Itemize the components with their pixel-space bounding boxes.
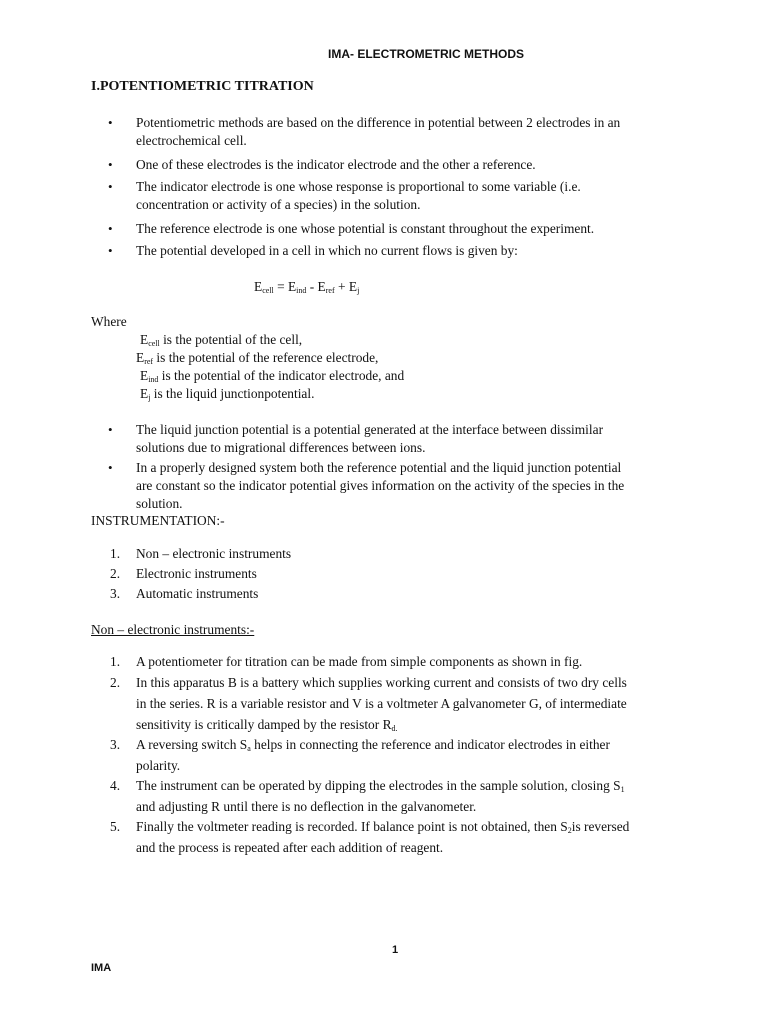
page-footer: IMA: [91, 962, 112, 974]
bullet-icon: •: [108, 179, 113, 194]
bullet-icon: •: [108, 243, 113, 258]
definition-item: $E_{ref}$ is the potential of the reference electrode,: [136, 350, 379, 366]
bullet-text: are constant so the indicator potential gives information on the activity of the species in the: [136, 478, 625, 493]
list-item: The instrument can be operated by dipping the electrodes in the sample solution, closing $S_1$: [136, 778, 625, 794]
bullet-icon: •: [108, 115, 113, 130]
list-item: Finally the voltmeter reading is recorded. If balance point is not obtained, then $S_2is$ reversed: [136, 819, 630, 835]
list-number: 5.: [110, 819, 121, 834]
instrumentation-heading: INSTRUMENTATION:-: [91, 513, 225, 528]
where-label: Where: [91, 314, 127, 329]
list-number: 2.: [110, 566, 121, 581]
list-number: 1.: [110, 654, 121, 669]
bullet-text: solution.: [136, 496, 183, 511]
list-number: 4.: [110, 778, 121, 793]
definition-item: $E_{cell}$ is the potential of the cell,: [140, 332, 303, 348]
list-item: Non – electronic instruments: [136, 546, 292, 561]
bullet-text: The potential developed in a cell in which no current flows is given by:: [136, 243, 518, 258]
bullet-text: concentration or activity of a species) in the solution.: [136, 197, 421, 212]
list-item: Electronic instruments: [136, 566, 257, 581]
page-number: 1: [391, 944, 399, 956]
bullet-text: The liquid junction potential is a potential generated at the interface between dissimilar: [136, 422, 604, 437]
bullet-icon: •: [108, 221, 113, 236]
list-number: 1.: [110, 546, 121, 561]
list-item: and adjusting R until there is no deflection in the galvanometer.: [136, 799, 477, 814]
bullet-text: Potentiometric methods are based on the difference in potential between 2 electrodes in an: [136, 115, 621, 130]
bullet-text: solutions due to migrational differences between ions.: [136, 440, 426, 455]
bullet-text: The reference electrode is one whose potential is constant throughout the experiment.: [136, 221, 595, 236]
definition-item: $E_j$ is the liquid junctionpotential.: [140, 386, 315, 402]
list-item: In this apparatus B is a battery which supplies working current and consists of two dry cells: [136, 675, 627, 690]
list-item: and the process is repeated after each addition of reagent.: [136, 840, 444, 855]
cell-equation: $E_{cell} = E_{ind} - E_{ref} + E_j$: [254, 279, 360, 295]
list-number: 3.: [110, 737, 121, 752]
list-number: 2.: [110, 675, 121, 690]
list-item: polarity.: [136, 758, 181, 773]
bullet-text: electrochemical cell.: [136, 133, 247, 148]
list-item: A potentiometer for titration can be made from simple components as shown in fig.: [136, 654, 583, 669]
bullet-icon: •: [108, 460, 113, 475]
list-item: sensitivity is critically damped by the resistor $R_{d.}$: [136, 717, 398, 733]
list-number: 3.: [110, 586, 121, 601]
bullet-text: The indicator electrode is one whose response is proportional to some variable (i.e.: [136, 179, 581, 194]
nonelectronic-heading: Non – electronic instruments:-: [91, 622, 255, 637]
list-item: Automatic instruments: [136, 586, 259, 601]
list-item: in the series. R is a variable resistor and V is a voltmeter A galvanometer G, of intermediate: [136, 696, 627, 711]
page-header: IMA- ELECTROMETRIC METHODS: [328, 47, 524, 61]
bullet-text: In a properly designed system both the reference potential and the liquid junction potential: [136, 460, 622, 475]
bullet-icon: •: [108, 157, 113, 172]
bullet-text: One of these electrodes is the indicator electrode and the other a reference.: [136, 157, 536, 172]
definition-item: $E_{ind}$ is the potential of the indicator electrode, and: [140, 368, 405, 384]
bullet-icon: •: [108, 422, 113, 437]
section-title: I.POTENTIOMETRIC TITRATION: [91, 79, 314, 94]
list-item: A reversing switch $S_a$ helps in connecting the reference and indicator electrodes in either: [136, 737, 610, 753]
